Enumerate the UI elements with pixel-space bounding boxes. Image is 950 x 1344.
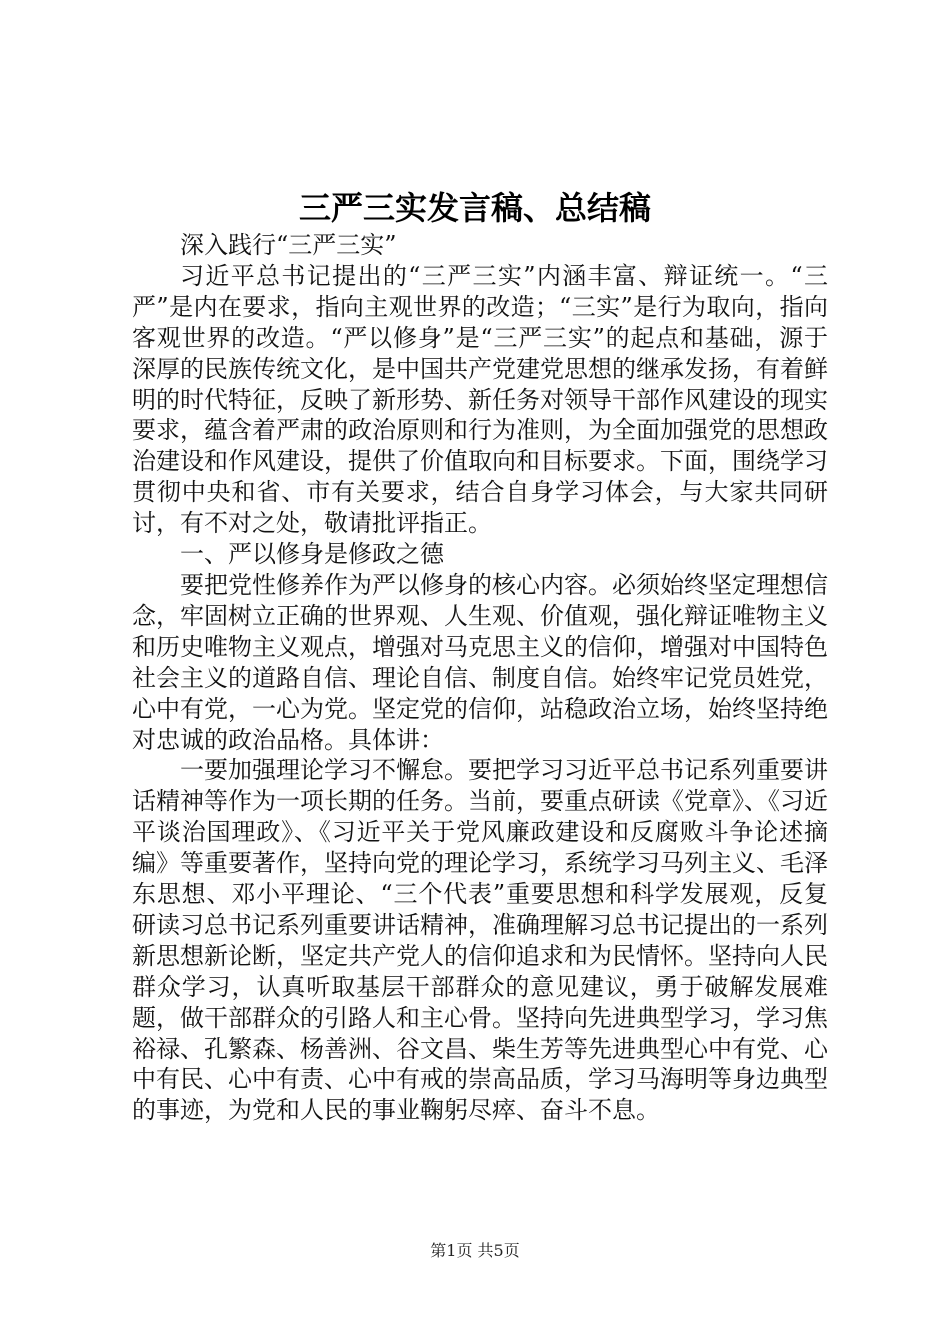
paragraph-subtitle: 深入践行“三严三实” bbox=[180, 231, 397, 259]
paragraph-intro: 习近平总书记提出的“三严三实”内涵丰富、辩证统一。“三严”是内在要求，指向主观世界的改造；“三实”是行为取向，指向客观世界的改造。“严以修身”是“三严三实”的起点和基础，源于深厚的民族传统文化，是中国共产党建党思想的继承发扬，有着鲜明的时代特征，反映了新形势、新任务对领导干部作风建设的现实要求，蕴含着严肃的政治原则和行为准则，为全面加强党的思想政治建设和作风建设，提供了价值取向和目标要求。下面，围绕学习贯彻中央和省、市有关要求，结合自身学习体会，与大家共同研讨，有不对之处，敬请批评指正。 bbox=[132, 261, 828, 538]
paragraph-point-1: 一要加强理论学习不懈怠。要把学习习近平总书记系列重要讲话精神等作为一项长期的任务。当前，要重点研读《党章》、《习近平谈治国理政》、《习近平关于党风廉政建设和反腐败斗争论述摘编》等重要著作，坚持向党的理论学习，系统学习马列主义、毛泽东思想、邓小平理论、“三个代表”重要思想和科学发展观，反复研读习总书记系列重要讲话精神，准确理解习总书记提出的一系列新思想新论断，坚定共产党人的信仰追求和为民情怀。坚持向人民群众学习，认真听取基层干部群众的意见建议，勇于破解发展难题，做干部群众的引路人和主心骨。坚持向先进典型学习，学习焦裕禄、孔繁森、杨善洲、谷文昌、柴生芳等先进典型心中有党、心中有民、心中有责、心中有戒的崇高品质，学习马海明等身边典型的事迹，为党和人民的事业鞠躬尽瘁、奋斗不息。 bbox=[132, 756, 828, 1125]
section-heading: 一、严以修身是修政之德 bbox=[180, 540, 444, 569]
paragraph-section-1: 要把党性修养作为严以修身的核心内容。必须始终坚定理想信念，牢固树立正确的世界观、人生观、价值观，强化辩证唯物主义和历史唯物主义观点，增强对马克思主义的信仰，增强对中国特色社会主义的道路自信、理论自信、制度自信。始终牢记党员姓党，心中有党，一心为党。坚定党的信仰，站稳政治立场，始终坚持绝对忠诚的政治品格。具体讲： bbox=[132, 570, 828, 754]
document-title: 三严三实发言稿、总结稿 bbox=[298, 189, 651, 227]
page-number-footer: 第1页 共5页 bbox=[430, 1241, 520, 1260]
document-body bbox=[132, 230, 828, 1126]
